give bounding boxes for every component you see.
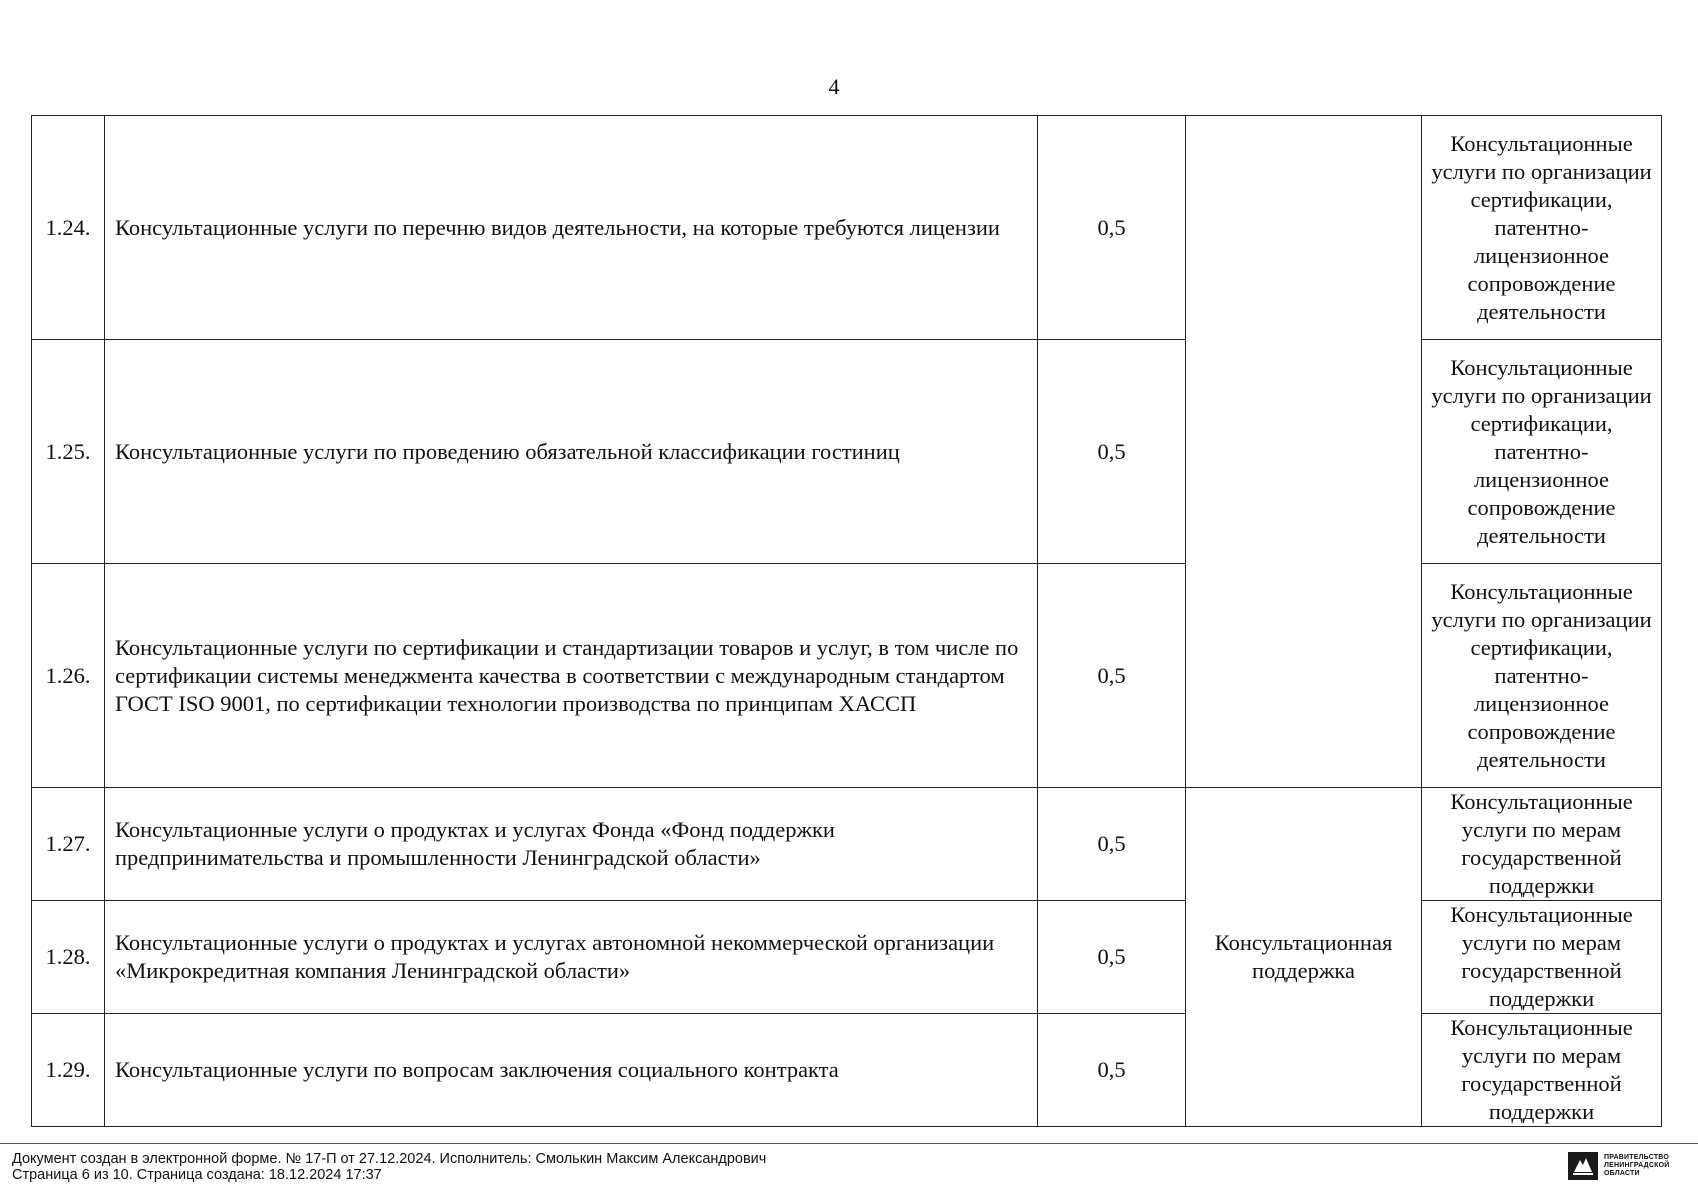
logo-text-line: ОБЛАСТИ	[1604, 1170, 1640, 1177]
service-category: Консультационные услуги по организации сертификации, патентно-лицензионное сопровождение деятельности	[1422, 116, 1662, 340]
service-value: 0,5	[1038, 788, 1186, 901]
service-name: Консультационные услуги по перечню видов деятельности, на которые требуются лицензии	[105, 116, 1038, 340]
service-name: Консультационные услуги о продуктах и услугах Фонда «Фонд поддержки предпринимательства и промышленности Ленинградской области»	[105, 788, 1038, 901]
service-value: 0,5	[1038, 116, 1186, 340]
service-category: Консультационные услуги по организации сертификации, патентно-лицензионное сопровождение деятельности	[1422, 564, 1662, 788]
service-name: Консультационные услуги о продуктах и услугах автономной некоммерческой организации «Микрокредитная компания Ленинградской области»	[105, 901, 1038, 1014]
row-number: 1.25.	[32, 340, 105, 564]
table-row	[32, 788, 1662, 901]
service-name: Консультационные услуги по сертификации и стандартизации товаров и услуг, в том числе по сертификации системы менеджмента качества в соответствии с международным стандартом ГОСТ ISO 9001, по сертификации технологии производства по принципам ХАССП	[105, 564, 1038, 788]
service-category: Консультационные услуги по мерам государственной поддержки	[1422, 788, 1662, 901]
row-number: 1.26.	[32, 564, 105, 788]
service-category: Консультационные услуги по мерам государственной поддержки	[1422, 901, 1662, 1014]
service-name: Консультационные услуги по вопросам заключения социального контракта	[105, 1014, 1038, 1127]
service-value: 0,5	[1038, 340, 1186, 564]
footer-divider	[0, 1143, 1698, 1144]
service-category: Консультационные услуги по мерам государственной поддержки	[1422, 1014, 1662, 1127]
page-number: 4	[828, 74, 840, 99]
row-number: 1.28.	[32, 901, 105, 1014]
table-row	[32, 116, 1662, 340]
services-table	[31, 115, 1662, 1127]
row-number: 1.24.	[32, 116, 105, 340]
document-footer	[12, 1151, 766, 1183]
logo-text-line: ЛЕНИНГРАДСКОЙ	[1604, 1162, 1670, 1169]
logo-text	[1604, 1154, 1669, 1178]
service-value: 0,5	[1038, 1014, 1186, 1127]
service-value: 0,5	[1038, 564, 1186, 788]
logo-text-line: ПРАВИТЕЛЬСТВО	[1604, 1154, 1670, 1161]
service-category: Консультационные услуги по организации сертификации, патентно-лицензионное сопровождение деятельности	[1422, 340, 1662, 564]
government-emblem-icon	[1568, 1152, 1598, 1180]
government-logo	[1568, 1152, 1669, 1180]
service-value: 0,5	[1038, 901, 1186, 1014]
row-number: 1.29.	[32, 1014, 105, 1127]
group-cell-empty	[1186, 116, 1422, 788]
footer-line-document: Документ создан в электронной форме. № 17-П от 27.12.2024. Исполнитель: Смолькин Максим Александрович	[12, 1151, 767, 1167]
footer-line-page: Страница 6 из 10. Страница создана: 18.12.2024 17:37	[12, 1167, 382, 1183]
row-number: 1.27.	[32, 788, 105, 901]
group-label: Консультационная поддержка	[1186, 788, 1422, 1127]
service-name: Консультационные услуги по проведению обязательной классификации гостиниц	[105, 340, 1038, 564]
